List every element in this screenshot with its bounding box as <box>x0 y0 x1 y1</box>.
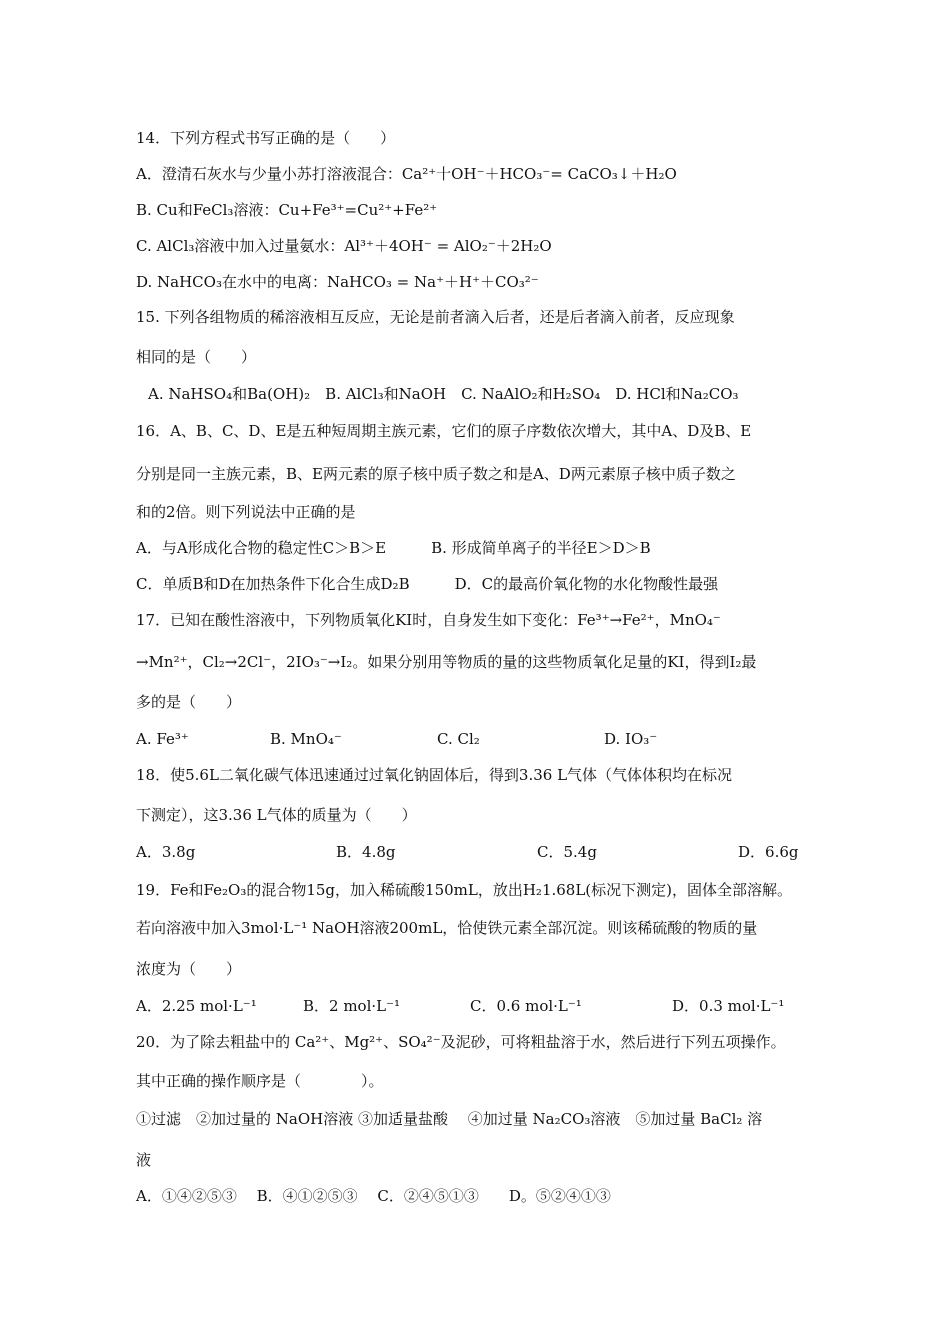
q18-stem-line2: 下测定），这3.36 L气体的质量为（ ） <box>136 806 417 824</box>
q17-stem-line1: 17．已知在酸性溶液中，下列物质氧化KI时，自身发生如下变化：Fe³⁺→Fe²⁺，MnO₄⁻ <box>136 611 721 629</box>
q20-operations-line2: 液 <box>136 1151 152 1169</box>
q19-stem-line3: 浓度为（ ） <box>136 960 242 978</box>
q20-operations-line1: ①过滤 ②加过量的 NaOH溶液 ③加适量盐酸 ④加过量 Na₂CO₃溶液 ⑤加过量 BaCl₂ 溶 <box>136 1110 763 1128</box>
q20-options: A．①④②⑤③ B．④①②⑤③ C．②④⑤①③ D。⑤②④①③ <box>136 1187 611 1205</box>
q19-option-a: A．2.25 mol·L⁻¹ <box>136 997 257 1015</box>
q19-option-d: D．0.3 mol·L⁻¹ <box>672 997 785 1015</box>
q18-stem-line1: 18．使5.6L二氧化碳气体迅速通过过氧化钠固体后，得到3.36 L气体（气体体积均在标况 <box>136 766 733 784</box>
q14-stem: 14．下列方程式书写正确的是（ ） <box>136 129 396 147</box>
q16-options-ab: A．与A形成化合物的稳定性C＞B＞E B. 形成简单离子的半径E＞D＞B <box>136 539 651 557</box>
q17-option-c: C. Cl₂ <box>437 730 480 748</box>
q17-option-a: A. Fe³⁺ <box>136 730 189 748</box>
q16-stem-line3: 和的2倍。则下列说法中正确的是 <box>136 503 356 521</box>
q20-stem-line1: 20．为了除去粗盐中的 Ca²⁺、Mg²⁺、SO₄²⁻及泥砂，可将粗盐溶于水，然后进行下列五项操作。 <box>136 1033 786 1051</box>
q17-stem-line3: 多的是（ ） <box>136 693 242 711</box>
q18-option-b: B．4.8g <box>336 843 396 861</box>
q19-stem-line2: 若向溶液中加入3mol·L⁻¹ NaOH溶液200mL，恰使铁元素全部沉淀。则该稀硫酸的物质的量 <box>136 919 758 937</box>
q18-option-a: A．3.8g <box>136 843 196 861</box>
q15-options: A. NaHSO₄和Ba(OH)₂ B. AlCl₃和NaOH C. NaAlO₂和H₂SO₄ D. HCl和Na₂CO₃ <box>148 385 739 403</box>
q15-stem-line1: 15. 下列各组物质的稀溶液相互反应，无论是前者滴入后者，还是后者滴入前者，反应现象 <box>136 308 735 326</box>
q14-option-d: D. NaHCO₃在水中的电离：NaHCO₃ = Na⁺＋H⁺＋CO₃²⁻ <box>136 273 539 291</box>
q14-option-c: C. AlCl₃溶液中加入过量氨水：Al³⁺＋4OH⁻ = AlO₂⁻＋2H₂O <box>136 237 552 255</box>
q16-stem-line1: 16．A、B、C、D、E是五种短周期主族元素，它们的原子序数依次增大，其中A、D及B、E <box>136 422 752 440</box>
q14-option-a: A．澄清石灰水与少量小苏打溶液混合：Ca²⁺十OH⁻＋HCO₃⁻= CaCO₃↓＋H₂O <box>136 165 677 183</box>
q18-option-d: D．6.6g <box>738 843 799 861</box>
q20-stem-line2: 其中正确的操作顺序是（ ）。 <box>136 1072 384 1090</box>
q17-option-b: B. MnO₄⁻ <box>270 730 342 748</box>
q14-option-b: B. Cu和FeCl₃溶液：Cu+Fe³⁺=Cu²⁺+Fe²⁺ <box>136 201 438 219</box>
q17-option-d: D. IO₃⁻ <box>604 730 658 748</box>
q19-stem-line1: 19．Fe和Fe₂O₃的混合物15g，加入稀硫酸150mL，放出H₂1.68L(标况下测定)，固体全部溶解。 <box>136 881 793 899</box>
q18-option-c: C．5.4g <box>537 843 597 861</box>
q16-stem-line2: 分别是同一主族元素，B、E两元素的原子核中质子数之和是A、D两元素原子核中质子数之 <box>136 465 736 483</box>
q19-option-b: B．2 mol·L⁻¹ <box>303 997 401 1015</box>
q19-option-c: C．0.6 mol·L⁻¹ <box>470 997 582 1015</box>
q15-stem-line2: 相同的是（ ） <box>136 348 257 366</box>
q16-options-cd: C．单质B和D在加热条件下化合生成D₂B D．C的最高价氧化物的水化物酸性最强 <box>136 575 719 593</box>
q17-stem-line2: →Mn²⁺，Cl₂→2Cl⁻，2IO₃⁻→I₂。如果分别用等物质的量的这些物质氧化足量的KI，得到I₂最 <box>136 653 757 671</box>
